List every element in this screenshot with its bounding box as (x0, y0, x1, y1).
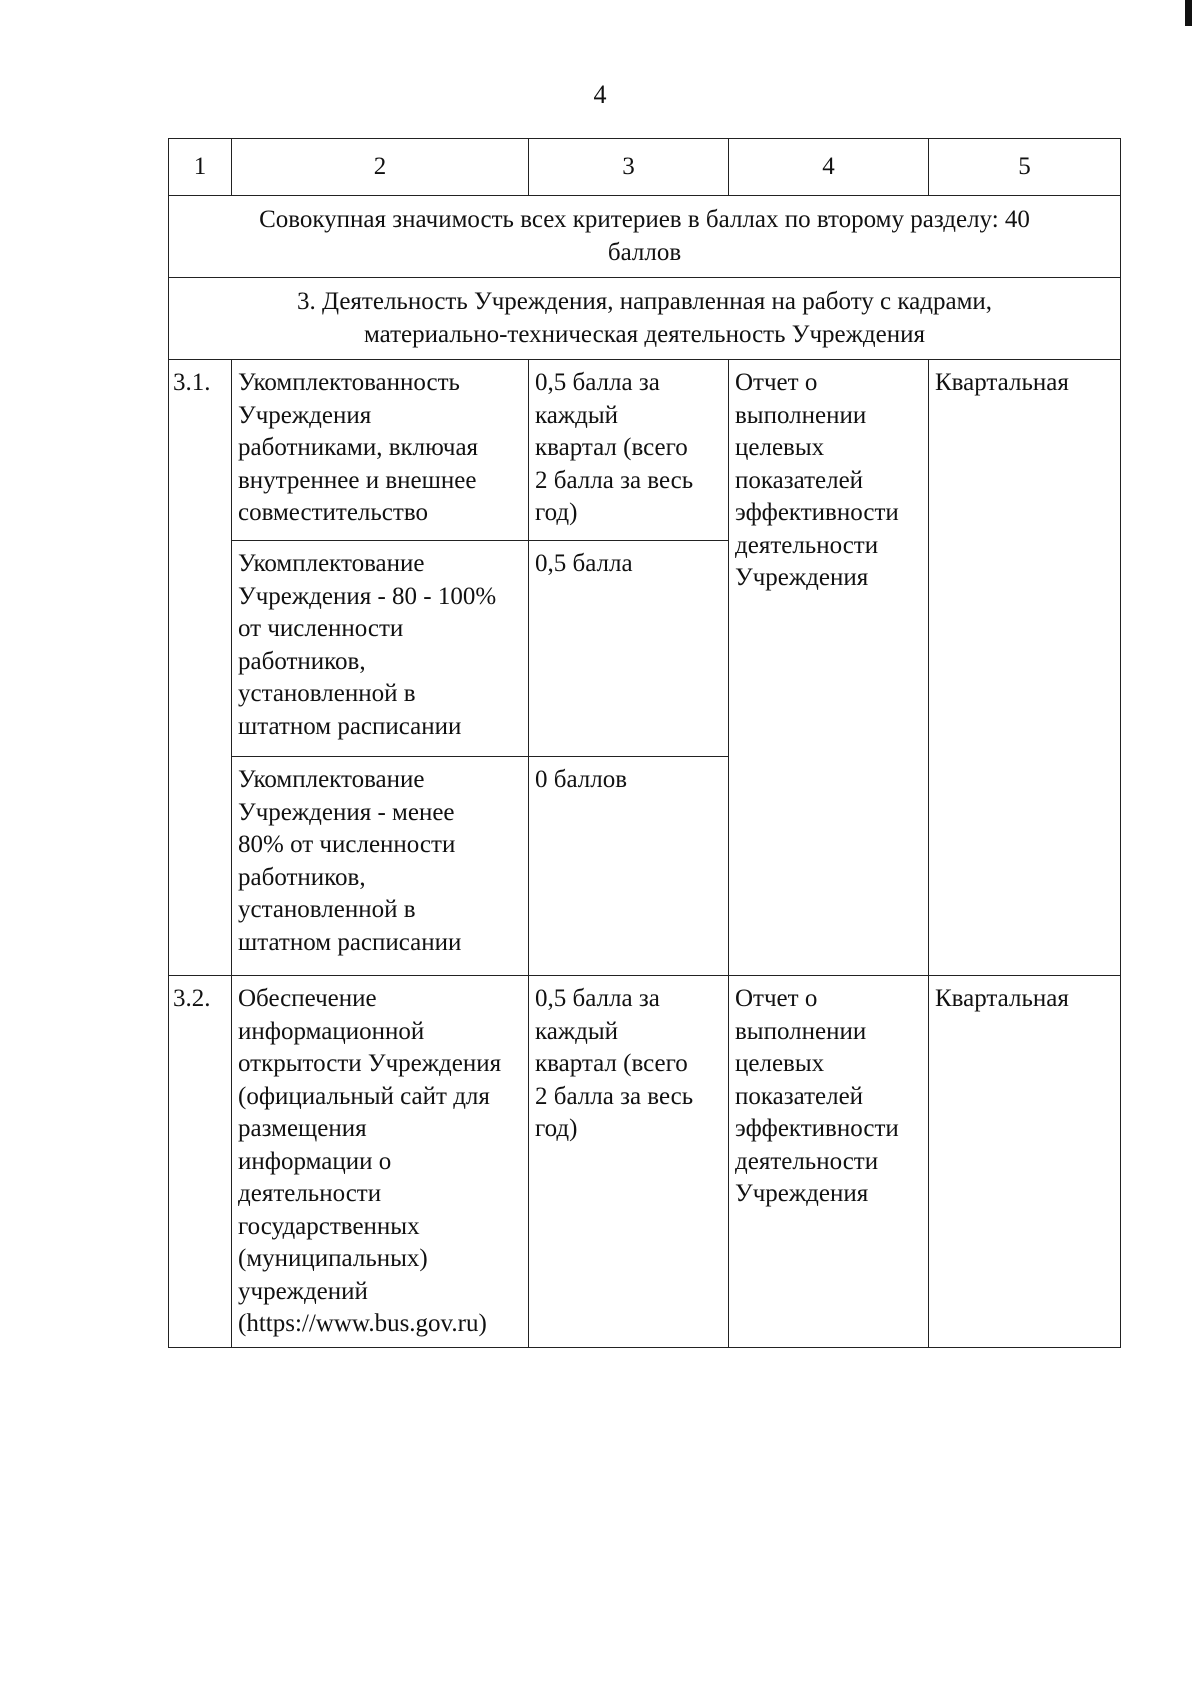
periodicity-cell: Квартальная (929, 976, 1121, 1348)
criteria-table (168, 138, 1121, 1348)
score-cell: 0,5 балла за каждый квартал (всего 2 балла за весь год) (529, 976, 729, 1348)
score-cell: 0,5 балла за каждый квартал (всего 2 балла за весь год) (529, 360, 729, 541)
row-number-3-2: 3.2. (169, 976, 232, 1348)
periodicity-cell: Квартальная (929, 360, 1121, 976)
criterion-cell: Укомплектование Учреждения - 80 - 100% от численности работников, установленной в штатном расписании (232, 541, 529, 757)
table-row-3-2 (169, 976, 1121, 1348)
header-col-5: 5 (929, 139, 1121, 196)
header-col-1: 1 (169, 139, 232, 196)
score-cell: 0 баллов (529, 757, 729, 976)
section-title-row (169, 278, 1121, 360)
source-cell: Отчет о выполнении целевых показателей эффективности деятельности Учреждения (729, 360, 929, 976)
score-cell: 0,5 балла (529, 541, 729, 757)
page-number: 4 (593, 80, 607, 109)
header-col-3: 3 (529, 139, 729, 196)
table-row-3-1 (169, 360, 1121, 541)
section-total-row (169, 196, 1121, 278)
criterion-cell: Обеспечение информационной открытости Учреждения (официальный сайт для размещения информации о деятельности государственных (муниципальных) учреждений (https://www.bus.gov.ru) (232, 976, 529, 1348)
header-col-4: 4 (729, 139, 929, 196)
criterion-cell: Укомплектование Учреждения - менее 80% от численности работников, установленной в штатном расписании (232, 757, 529, 976)
section-total-cell: Совокупная значимость всех критериев в баллах по второму разделу: 40 баллов (169, 196, 1121, 278)
source-cell: Отчет о выполнении целевых показателей эффективности деятельности Учреждения (729, 976, 929, 1348)
row-number-3-1: 3.1. (169, 360, 232, 976)
section-title-cell: 3. Деятельность Учреждения, направленная на работу с кадрами, материально-техническая деятельность Учреждения (169, 278, 1121, 360)
scan-edge-mark (1185, 0, 1192, 26)
criterion-cell: Укомплектованность Учреждения работниками, включая внутреннее и внешнее совместительство (232, 360, 529, 541)
table-header-row (169, 139, 1121, 196)
header-col-2: 2 (232, 139, 529, 196)
